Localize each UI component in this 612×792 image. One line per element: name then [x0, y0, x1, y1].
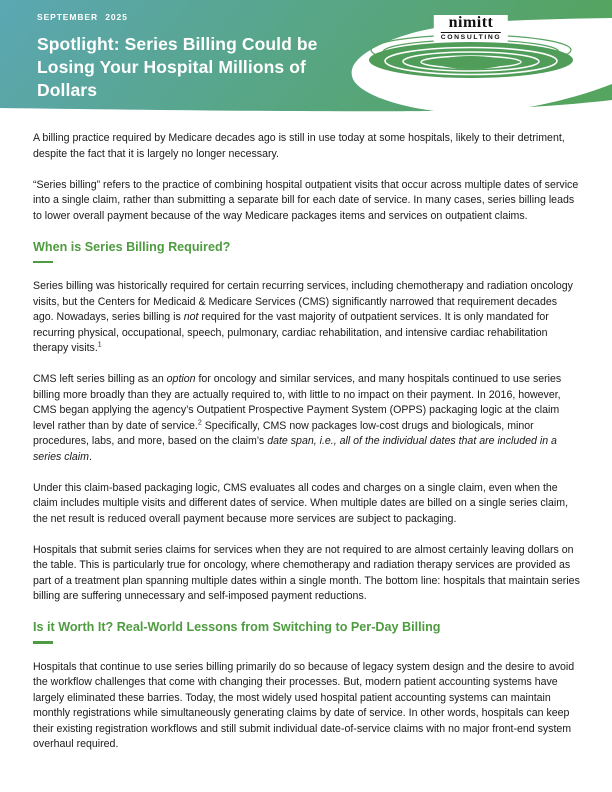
- logo-text: [434, 15, 508, 42]
- masthead-text: [37, 12, 318, 102]
- paragraph: Series billing was historically required for certain recurring services, including chemotherapy and radiation oncology visits, but the Centers for Medicaid & Medicare Services (CMS) significantly narrowed that requirement decades ago. Nowadays, series billing is not required for the vast majority of outpatient services. It is only mandated for recurring physical, occupational, speech, pulmonary, cardiac rehabilitation, and intensive cardiac rehabilitation therapy visits.$^1$: [33, 280, 573, 354]
- paragraph-intro: “Series billing” refers to the practice of combining hospital outpatient visits that occur across multiple dates of service into a single claim, rather than submitting a separate bill for each date of service. In many cases, series billing leads to lower overall payment because of the way Medicare packages items and services on outpatient claims.: [33, 178, 579, 222]
- section-heading: When is Series Billing Required?: [33, 239, 231, 254]
- logo-name: nimitt: [441, 15, 501, 33]
- masthead: [0, 0, 612, 118]
- paragraph: Hospitals that submit series claims for services when they are not required to are almost certainly leaving dollars on the table. This is particularly true for oncology, where chemotherapy and radiation therapy services are provided as part of a treatment plan spanning multiple dates within a single month. The bottom line: hospitals that maintain series billing are suffering unnecessary and self-imposed payment reductions.: [33, 543, 580, 602]
- paragraph: Hospitals that continue to use series billing primarily do so because of legacy system design and the desire to avoid the workflow challenges that come with changing their processes. But, modern patient accounting systems have largely eliminated these barries. Today, the most widely used hospital patient accounting systems can maintain monthly registrations while simultaneously generating claims by date of service. In other words, hospitals can keep their existing registration workflows and still submit individual date-of-service claims with no major front-end system overhaul required.: [33, 660, 575, 750]
- page-title-line: Dollars: [37, 80, 98, 100]
- heading-rule: [33, 641, 53, 644]
- article-body: [33, 131, 580, 753]
- page-title-line: Losing Your Hospital Millions of: [37, 57, 306, 77]
- paragraph: Under this claim-based packaging logic, CMS evaluates all codes and charges on a single claim, even when the claim includes multiple visits and different dates of service. When multiple dates are billed on a single series claim, the net result is reduced overall payment because more services are subject to packaging.: [33, 481, 569, 525]
- issue-date: SEPTEMBER 2025: [37, 12, 128, 22]
- paragraph: CMS left series billing as an option for oncology and similar services, and many hospitals continued to use series billing more broadly than they are actually required to, with little to no impact on their payment. In 2016, however, CMS began applying the agency’s Outpatient Prospective Payment System (OPPS) packaging logic at the claim level rather than by date of service.$^2$ Specifically, CMS now packages low-cost drugs and biologicals, minor procedures, labs, and more, based on the claim’s date span, i.e., all of the individual dates that are included in a series claim.: [33, 373, 562, 463]
- logo-tagline: CONSULTING: [440, 34, 502, 41]
- paragraph-intro: A billing practice required by Medicare decades ago is still in use today at some hospitals, likely to their detriment, despite the fact that it is largely no longer necessary.: [33, 132, 565, 160]
- section-when-required: [33, 240, 580, 605]
- nimitt-logo: [366, 14, 576, 82]
- heading-rule: [33, 261, 53, 264]
- section-heading: Is it Worth It? Real-World Lessons from Switching to Per-Day Billing: [33, 620, 441, 634]
- section-worth-it: [33, 620, 580, 753]
- page-title: [37, 33, 318, 102]
- page-title-line: Spotlight: Series Billing Could be: [37, 34, 318, 54]
